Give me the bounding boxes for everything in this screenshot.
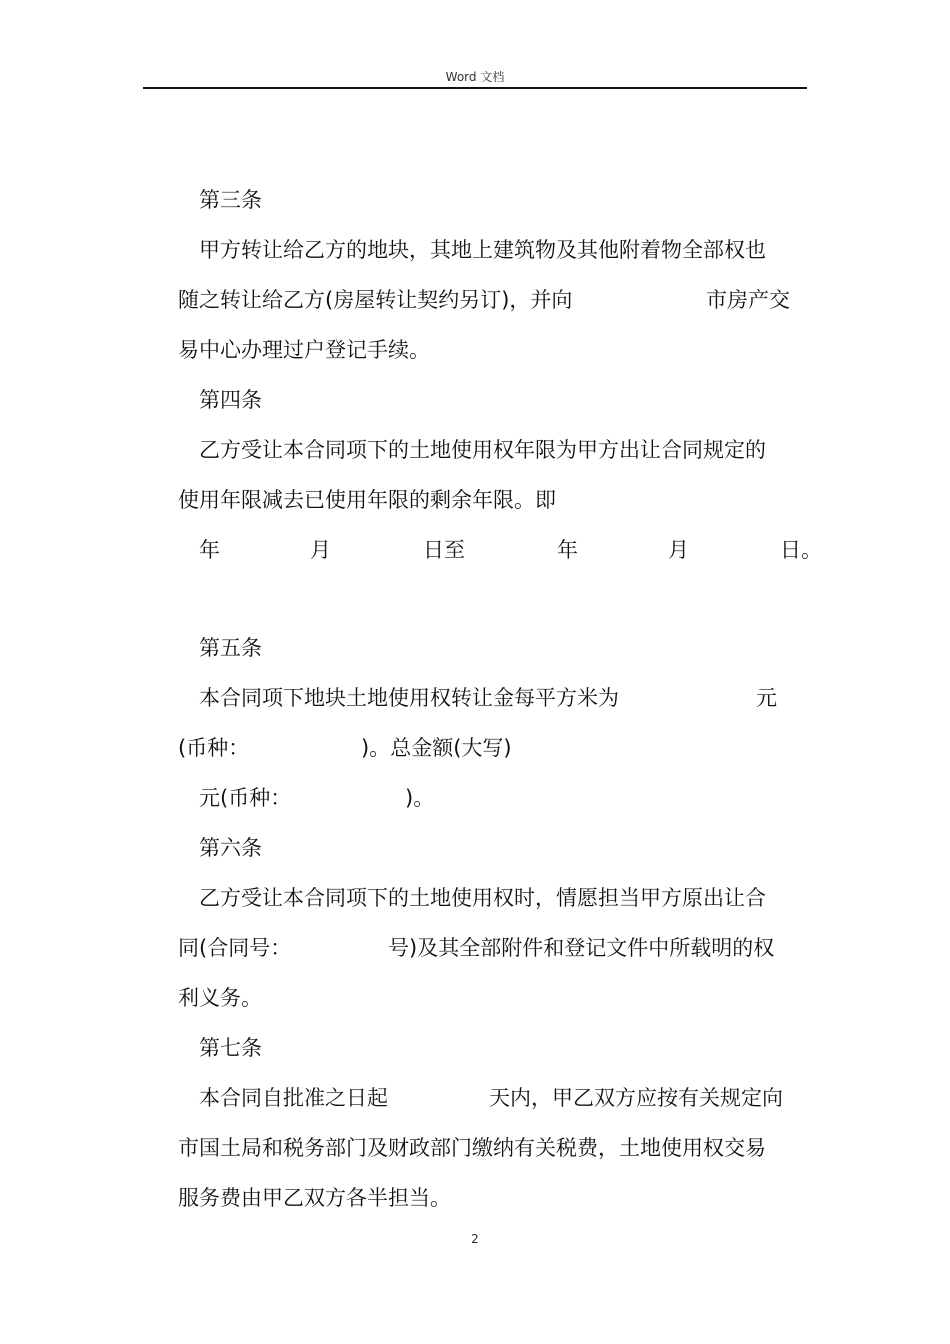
date-part-year-start: 年 [199, 538, 220, 562]
header-title: Word 文档 [445, 70, 505, 84]
article-6-text-line-2a: 同(合同号： [178, 936, 292, 960]
article-3-text-line-2b: 市房产交 [706, 288, 790, 312]
article-4-heading: 第四条 [199, 388, 262, 412]
article-5-heading: 第五条 [199, 636, 262, 660]
article-6-heading: 第六条 [199, 836, 262, 860]
date-part-day-start: 日至 [423, 538, 465, 562]
article-4-text-line-1: 乙方受让本合同项下的土地使用权年限为甲方出让合同规定的 [199, 438, 766, 462]
article-3-text-line-3: 易中心办理过户登记手续。 [178, 338, 430, 362]
article-6-text-line-3: 利义务。 [178, 986, 262, 1010]
article-5-text-line-3b: )。 [405, 786, 435, 810]
date-part-year-end: 年 [557, 538, 578, 562]
article-4-text-line-2: 使用年限减去已使用年限的剩余年限。即 [178, 488, 556, 512]
article-3-text-line-2a: 随之转让给乙方(房屋转让契约另订)，并向 [178, 288, 573, 312]
article-5-text-line-2a: (币种： [178, 736, 250, 760]
article-3-heading: 第三条 [199, 188, 262, 212]
date-part-day-end: 日。 [780, 538, 822, 562]
header-divider [143, 87, 807, 89]
article-6-text-line-1: 乙方受让本合同项下的土地使用权时，情愿担当甲方原出让合 [199, 886, 766, 910]
article-5-text-line-2b: )。总金额(大写) [361, 736, 512, 760]
date-part-month-end: 月 [668, 538, 689, 562]
article-3-text-line-1: 甲方转让给乙方的地块，其地上建筑物及其他附着物全部权也 [199, 238, 766, 262]
article-6-text-line-2b: 号)及其全部附件和登记文件中所载明的权 [388, 936, 775, 960]
article-7-heading: 第七条 [199, 1036, 262, 1060]
article-7-text-line-2: 市国土局和税务部门及财政部门缴纳有关税费，土地使用权交易 [178, 1136, 766, 1160]
article-7-text-line-3: 服务费由甲乙双方各半担当。 [178, 1186, 451, 1210]
article-7-text-line-1b: 天内，甲乙双方应按有关规定向 [489, 1086, 783, 1110]
article-5-text-line-1a: 本合同项下地块土地使用权转让金每平方米为 [199, 686, 619, 710]
page-number: 2 [471, 1232, 479, 1246]
article-5-text-line-3a: 元(币种： [199, 786, 292, 810]
date-part-month-start: 月 [310, 538, 331, 562]
article-5-text-line-1b: 元 [756, 686, 777, 710]
article-7-text-line-1a: 本合同自批准之日起 [199, 1086, 388, 1110]
